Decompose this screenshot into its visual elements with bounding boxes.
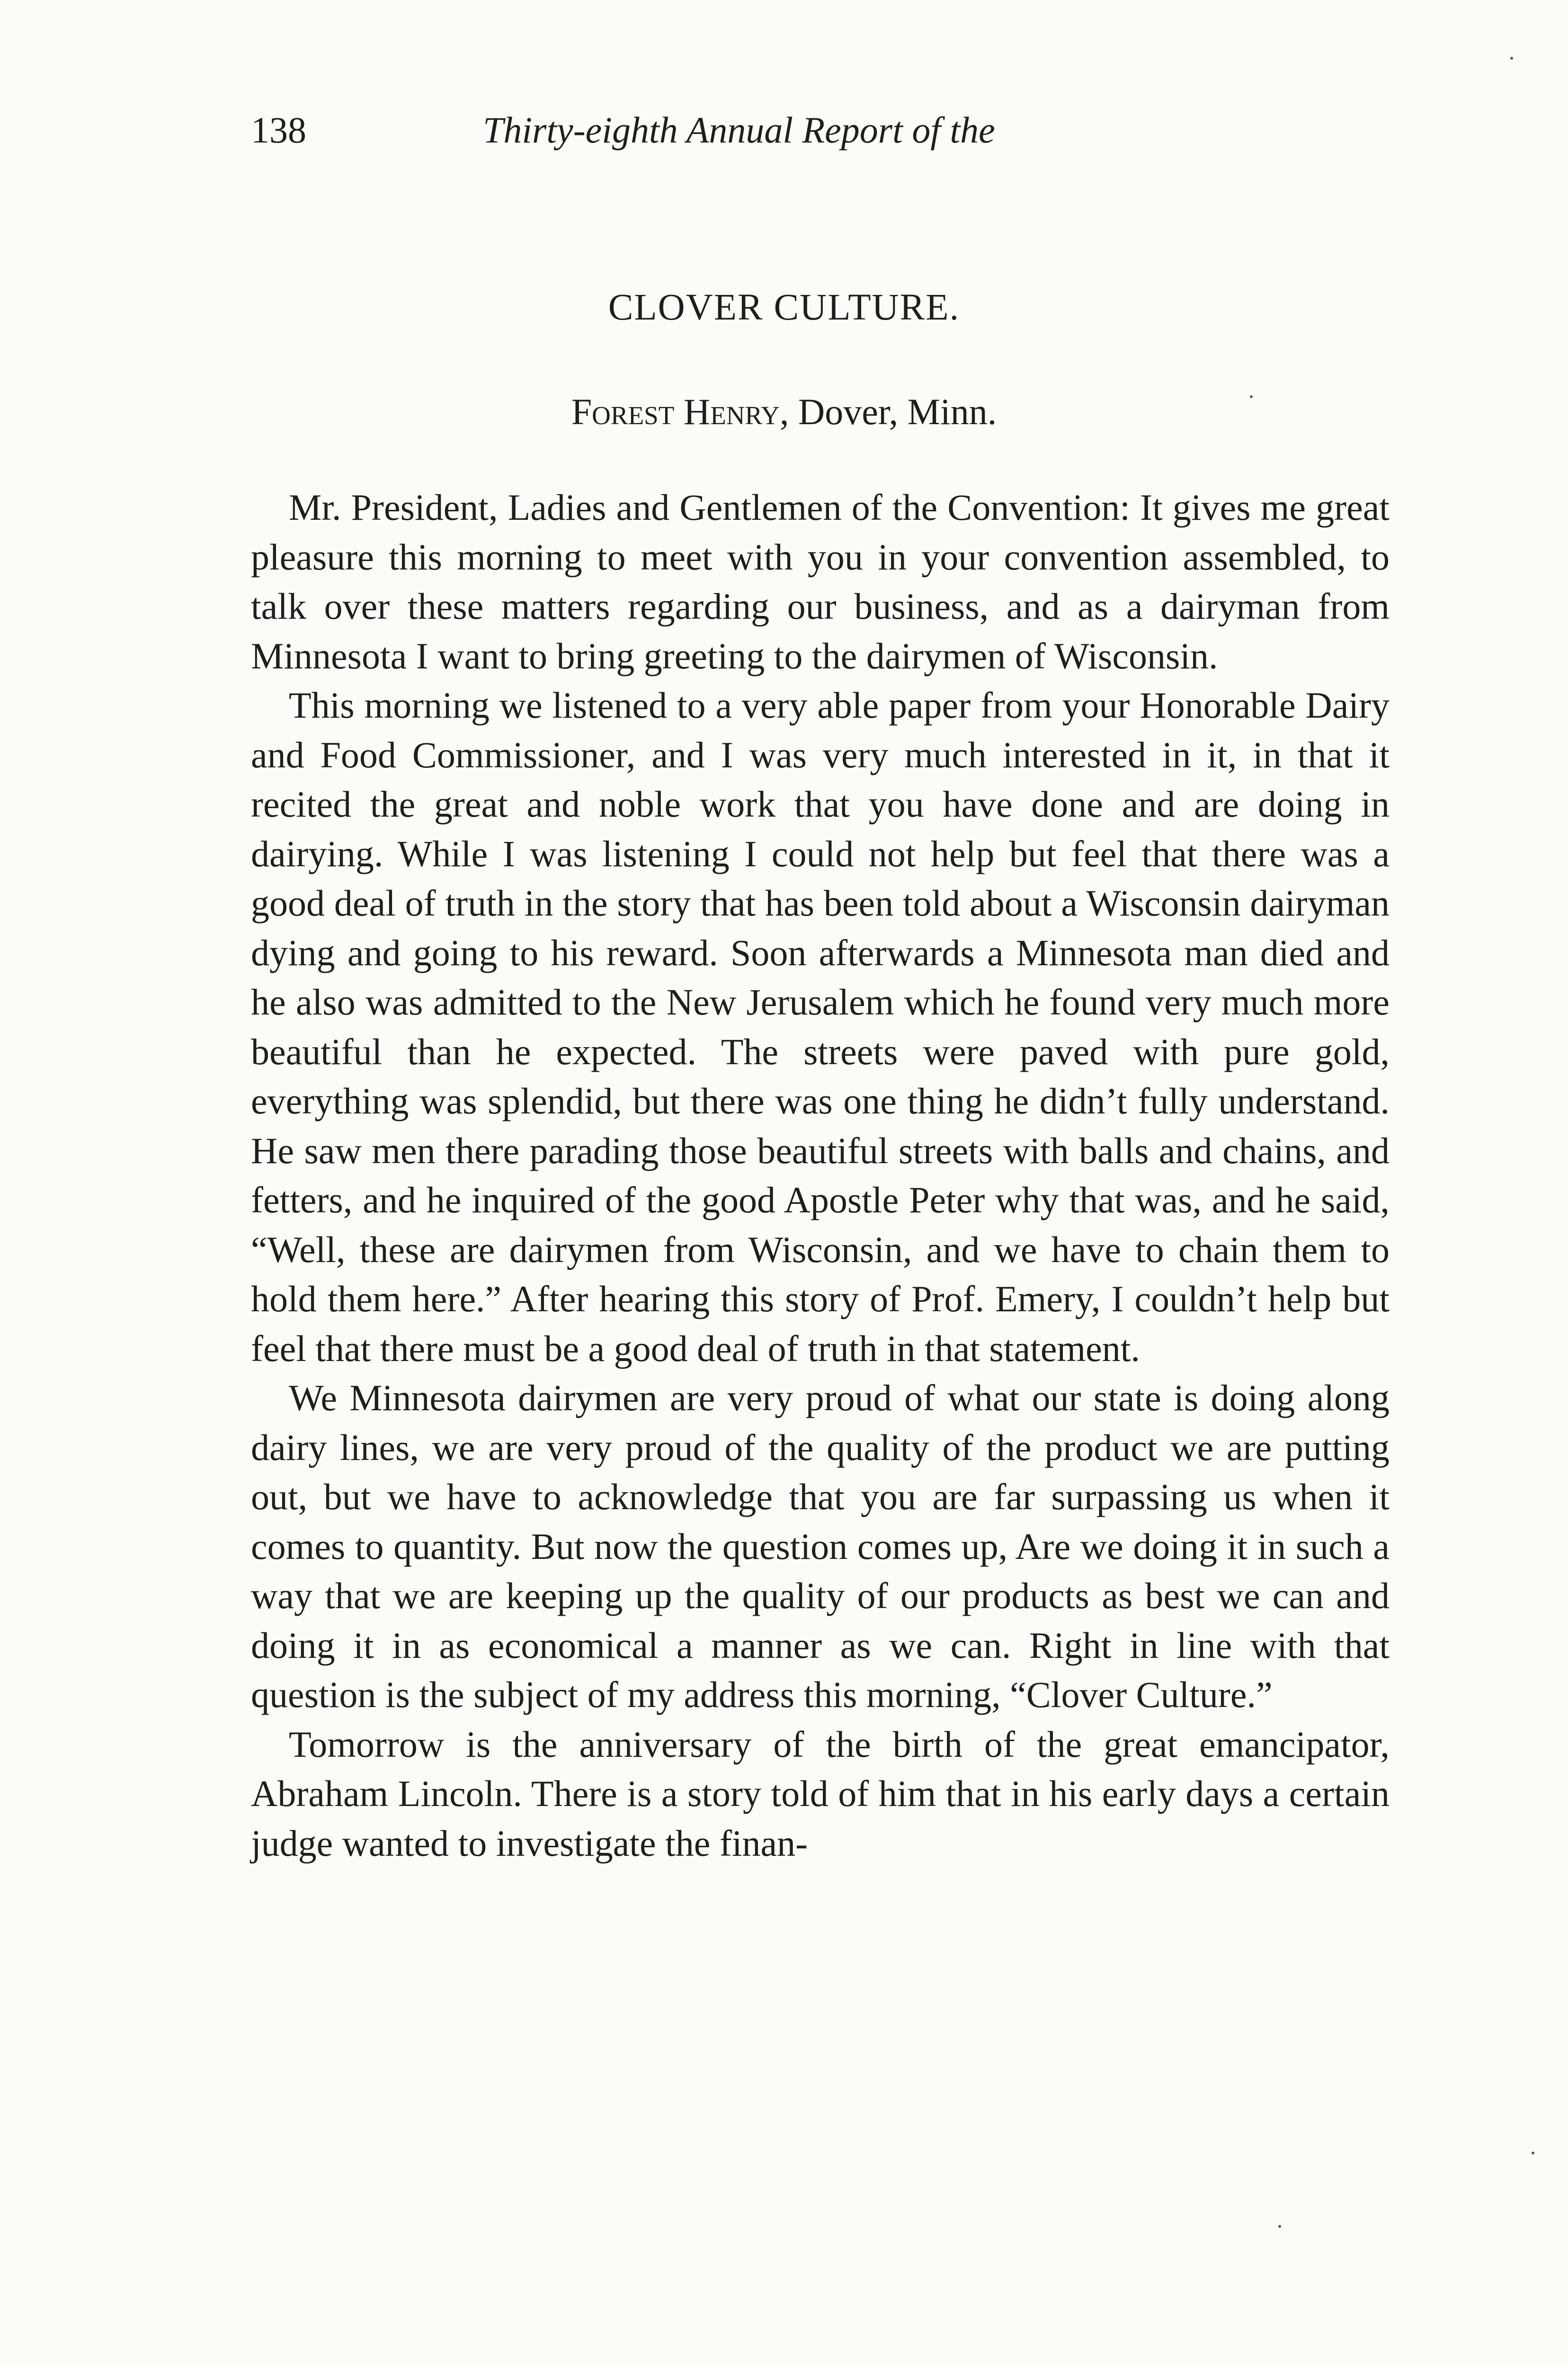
author-first-name: Forest xyxy=(571,391,675,432)
running-title: Thirty-eighth Annual Report of the xyxy=(483,109,995,151)
scan-speck xyxy=(1278,2225,1281,2228)
paragraph: Tomorrow is the anniversary of the birth of the great emancipator, Abraham Lincoln. There is a story told of him that in his early days a certain judge wanted to investigate the finan- xyxy=(251,1723,1390,1864)
scan-speck xyxy=(1510,57,1513,60)
scan-speck xyxy=(1532,2152,1534,2154)
author-last-name: Henry xyxy=(683,391,780,432)
author-location: , Dover, Minn. xyxy=(779,391,997,432)
paragraph: This morning we listened to a very able paper from your Honorable Dairy and Food Commissioner, and I was very much interested in it, in that it recited the great and noble work that you have done and are doing in dairying. While I was listening I could not help but feel that there was a good deal of truth in the story that has been told about a Wisconsin dairyman dying and going to his reward. Soon afterwards a Minnesota man died and he also was admitted to the New Jerusalem which he found very much more beautiful than he expected. The streets were paved with pure gold, everything was splendid, but there was one thing he didn’t fully understand. He saw men there parading those beautiful streets with balls and chains, and fetters, and he inquired of the good Apostle Peter why that was, and he said, “Well, these are dairymen from Wisconsin, and we have to chain them to hold them here.” After hearing this story of Prof. Emery, I couldn’t help but feel that there must be a good deal of truth in that statement. xyxy=(251,685,1390,1369)
page-number: 138 xyxy=(251,109,306,151)
running-head xyxy=(251,102,1387,159)
article-body xyxy=(251,483,1390,1868)
byline xyxy=(0,383,1568,440)
paragraph: Mr. President, Ladies and Gentlemen of the Convention: It gives me great pleasure this morning to meet with you in your convention assembled, to talk over these matters regarding our business, and as a dairyman from Minnesota I want to bring greeting to the dairymen of Wisconsin. xyxy=(251,487,1390,676)
article-title: CLOVER CULTURE. xyxy=(608,287,960,328)
paragraph: We Minnesota dairymen are very proud of what our state is doing along dairy lines, we are very proud of the quality of the product we are putting out, but we have to acknowledge that you are far surpassing us when it comes to quantity. But now the question comes up, Are we doing it in such a way that we are keeping up the quality of our products as best we can and doing it in as economical a manner as we can. Right in line with that question is the subject of my address this morning, “Clover Culture.” xyxy=(251,1377,1390,1715)
scan-speck xyxy=(1250,395,1253,398)
